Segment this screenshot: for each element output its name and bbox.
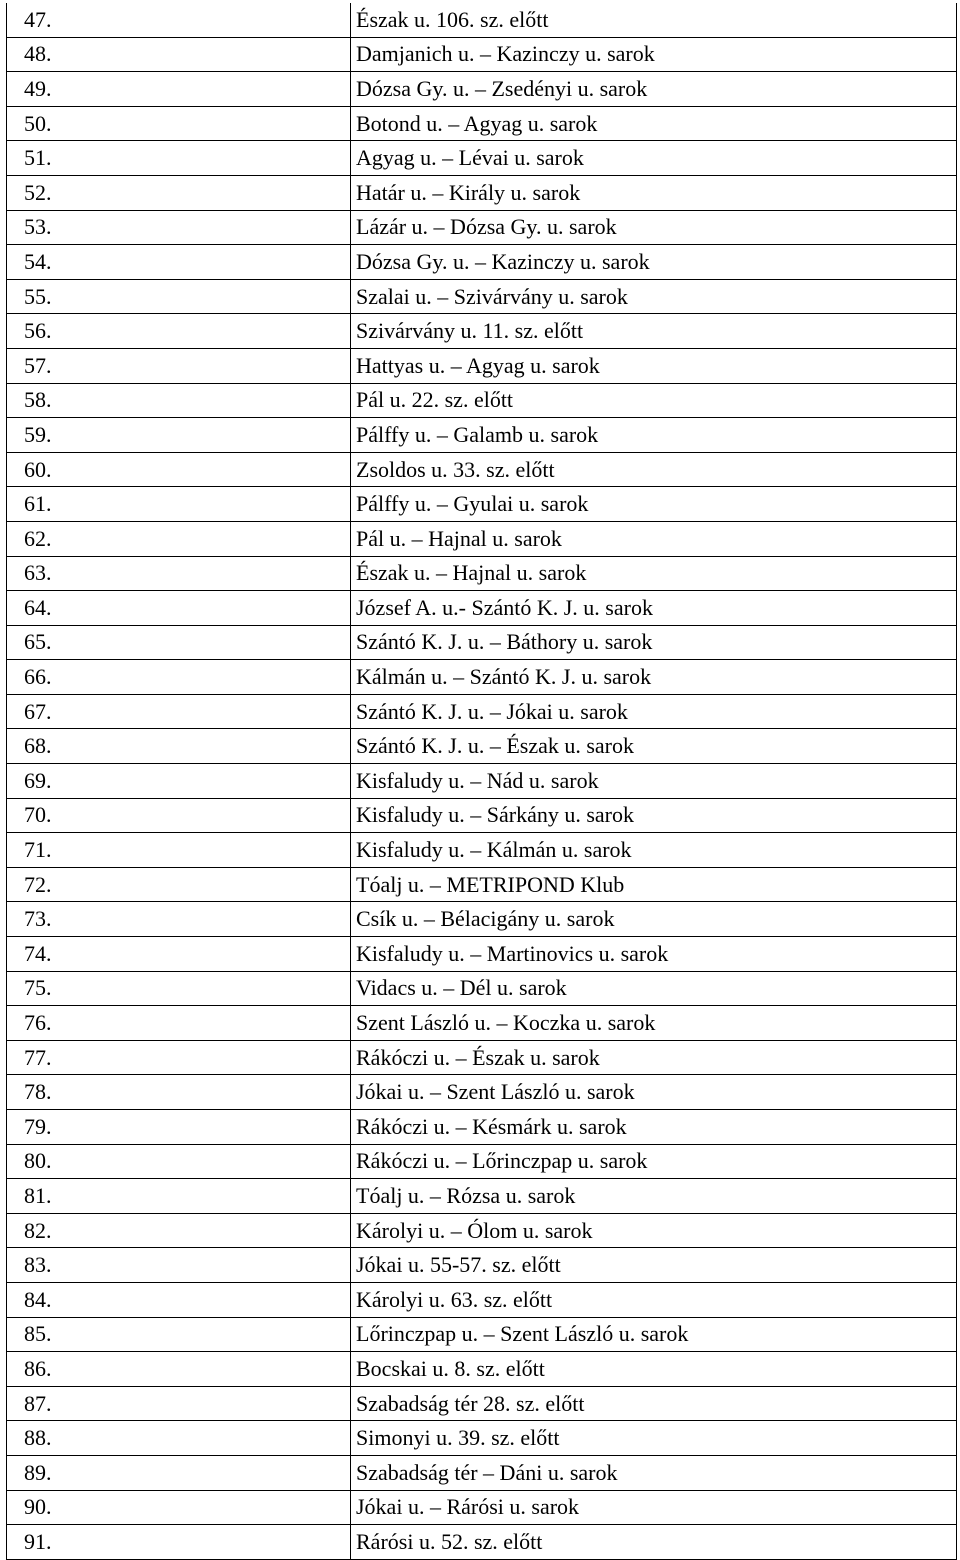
blank-cell bbox=[79, 279, 351, 314]
row-number: 72. bbox=[7, 867, 79, 902]
table-row bbox=[7, 1352, 957, 1387]
row-number: 52. bbox=[7, 175, 79, 210]
row-number: 62. bbox=[7, 521, 79, 556]
blank-cell bbox=[79, 1248, 351, 1283]
row-number: 63. bbox=[7, 556, 79, 591]
location-cell: Szabadság tér 28. sz. előtt bbox=[351, 1386, 957, 1421]
row-number: 91. bbox=[7, 1525, 79, 1560]
location-cell: József A. u.- Szántó K. J. u. sarok bbox=[351, 591, 957, 626]
blank-cell bbox=[79, 314, 351, 349]
blank-cell bbox=[79, 764, 351, 799]
table-row bbox=[7, 625, 957, 660]
row-number: 74. bbox=[7, 937, 79, 972]
table-row bbox=[7, 902, 957, 937]
table-row bbox=[7, 37, 957, 72]
row-number: 80. bbox=[7, 1144, 79, 1179]
table-row bbox=[7, 1006, 957, 1041]
table-row bbox=[7, 1040, 957, 1075]
row-number: 76. bbox=[7, 1006, 79, 1041]
table-row bbox=[7, 660, 957, 695]
blank-cell bbox=[79, 521, 351, 556]
table-row bbox=[7, 314, 957, 349]
location-cell: Szent László u. – Koczka u. sarok bbox=[351, 1006, 957, 1041]
location-cell: Határ u. – Király u. sarok bbox=[351, 175, 957, 210]
blank-cell bbox=[79, 1006, 351, 1041]
location-cell: Jókai u. – Szent László u. sarok bbox=[351, 1075, 957, 1110]
location-cell: Jókai u. 55-57. sz. előtt bbox=[351, 1248, 957, 1283]
table-row bbox=[7, 556, 957, 591]
table-row bbox=[7, 591, 957, 626]
row-number: 87. bbox=[7, 1386, 79, 1421]
location-cell: Damjanich u. – Kazinczy u. sarok bbox=[351, 37, 957, 72]
row-number: 77. bbox=[7, 1040, 79, 1075]
blank-cell bbox=[79, 1144, 351, 1179]
blank-cell bbox=[79, 175, 351, 210]
table-row bbox=[7, 1179, 957, 1214]
blank-cell bbox=[79, 245, 351, 280]
location-cell: Kálmán u. – Szántó K. J. u. sarok bbox=[351, 660, 957, 695]
row-number: 89. bbox=[7, 1455, 79, 1490]
location-cell: Kisfaludy u. – Kálmán u. sarok bbox=[351, 833, 957, 868]
location-cell: Észak u. – Hajnal u. sarok bbox=[351, 556, 957, 591]
table-row bbox=[7, 141, 957, 176]
row-number: 69. bbox=[7, 764, 79, 799]
table-row bbox=[7, 1317, 957, 1352]
blank-cell bbox=[79, 1282, 351, 1317]
blank-cell bbox=[79, 72, 351, 107]
location-cell: Károlyi u. – Ólom u. sarok bbox=[351, 1213, 957, 1248]
table-row bbox=[7, 1386, 957, 1421]
blank-cell bbox=[79, 1179, 351, 1214]
row-number: 90. bbox=[7, 1490, 79, 1525]
table-row bbox=[7, 348, 957, 383]
blank-cell bbox=[79, 487, 351, 522]
row-number: 68. bbox=[7, 729, 79, 764]
blank-cell bbox=[79, 556, 351, 591]
blank-cell bbox=[79, 141, 351, 176]
row-number: 70. bbox=[7, 798, 79, 833]
blank-cell bbox=[79, 729, 351, 764]
location-cell: Hattyas u. – Agyag u. sarok bbox=[351, 348, 957, 383]
location-cell: Simonyi u. 39. sz. előtt bbox=[351, 1421, 957, 1456]
row-number: 47. bbox=[7, 3, 79, 37]
location-cell: Botond u. – Agyag u. sarok bbox=[351, 106, 957, 141]
row-number: 57. bbox=[7, 348, 79, 383]
row-number: 50. bbox=[7, 106, 79, 141]
location-cell: Kisfaludy u. – Martinovics u. sarok bbox=[351, 937, 957, 972]
blank-cell bbox=[79, 210, 351, 245]
row-number: 54. bbox=[7, 245, 79, 280]
row-number: 53. bbox=[7, 210, 79, 245]
table-row bbox=[7, 694, 957, 729]
table-row bbox=[7, 210, 957, 245]
row-number: 56. bbox=[7, 314, 79, 349]
blank-cell bbox=[79, 348, 351, 383]
row-number: 48. bbox=[7, 37, 79, 72]
row-number: 79. bbox=[7, 1110, 79, 1145]
blank-cell bbox=[79, 1386, 351, 1421]
location-cell: Zsoldos u. 33. sz. előtt bbox=[351, 452, 957, 487]
blank-cell bbox=[79, 1455, 351, 1490]
table-row bbox=[7, 1075, 957, 1110]
blank-cell bbox=[79, 867, 351, 902]
table-row bbox=[7, 1144, 957, 1179]
blank-cell bbox=[79, 625, 351, 660]
table-row bbox=[7, 971, 957, 1006]
row-number: 71. bbox=[7, 833, 79, 868]
blank-cell bbox=[79, 798, 351, 833]
row-number: 55. bbox=[7, 279, 79, 314]
location-cell: Szabadság tér – Dáni u. sarok bbox=[351, 1455, 957, 1490]
blank-cell bbox=[79, 1421, 351, 1456]
table-row bbox=[7, 106, 957, 141]
location-cell: Szántó K. J. u. – Báthory u. sarok bbox=[351, 625, 957, 660]
location-cell: Tóalj u. – Rózsa u. sarok bbox=[351, 1179, 957, 1214]
location-cell: Károlyi u. 63. sz. előtt bbox=[351, 1282, 957, 1317]
blank-cell bbox=[79, 971, 351, 1006]
blank-cell bbox=[79, 1490, 351, 1525]
row-number: 85. bbox=[7, 1317, 79, 1352]
row-number: 88. bbox=[7, 1421, 79, 1456]
location-table-body bbox=[7, 3, 957, 1559]
table-row bbox=[7, 1525, 957, 1560]
blank-cell bbox=[79, 3, 351, 37]
row-number: 83. bbox=[7, 1248, 79, 1283]
blank-cell bbox=[79, 1213, 351, 1248]
location-cell: Rákóczi u. – Késmárk u. sarok bbox=[351, 1110, 957, 1145]
row-number: 67. bbox=[7, 694, 79, 729]
row-number: 73. bbox=[7, 902, 79, 937]
location-cell: Szántó K. J. u. – Jókai u. sarok bbox=[351, 694, 957, 729]
blank-cell bbox=[79, 106, 351, 141]
location-table bbox=[6, 3, 957, 1560]
blank-cell bbox=[79, 1040, 351, 1075]
location-cell: Dózsa Gy. u. – Zsedényi u. sarok bbox=[351, 72, 957, 107]
location-cell: Pál u. – Hajnal u. sarok bbox=[351, 521, 957, 556]
table-row bbox=[7, 487, 957, 522]
blank-cell bbox=[79, 1352, 351, 1387]
table-row bbox=[7, 175, 957, 210]
row-number: 51. bbox=[7, 141, 79, 176]
table-row bbox=[7, 418, 957, 453]
location-cell: Agyag u. – Lévai u. sarok bbox=[351, 141, 957, 176]
blank-cell bbox=[79, 1075, 351, 1110]
table-row bbox=[7, 521, 957, 556]
table-row bbox=[7, 867, 957, 902]
row-number: 65. bbox=[7, 625, 79, 660]
table-row bbox=[7, 245, 957, 280]
table-row bbox=[7, 279, 957, 314]
location-cell: Csík u. – Bélacigány u. sarok bbox=[351, 902, 957, 937]
table-row bbox=[7, 1455, 957, 1490]
table-row bbox=[7, 72, 957, 107]
row-number: 61. bbox=[7, 487, 79, 522]
row-number: 60. bbox=[7, 452, 79, 487]
table-row bbox=[7, 1110, 957, 1145]
table-row bbox=[7, 1213, 957, 1248]
location-cell: Szivárvány u. 11. sz. előtt bbox=[351, 314, 957, 349]
location-cell: Kisfaludy u. – Sárkány u. sarok bbox=[351, 798, 957, 833]
table-row bbox=[7, 764, 957, 799]
row-number: 66. bbox=[7, 660, 79, 695]
row-number: 49. bbox=[7, 72, 79, 107]
location-cell: Dózsa Gy. u. – Kazinczy u. sarok bbox=[351, 245, 957, 280]
blank-cell bbox=[79, 1317, 351, 1352]
table-row bbox=[7, 452, 957, 487]
row-number: 84. bbox=[7, 1282, 79, 1317]
blank-cell bbox=[79, 383, 351, 418]
row-number: 82. bbox=[7, 1213, 79, 1248]
row-number: 64. bbox=[7, 591, 79, 626]
row-number: 59. bbox=[7, 418, 79, 453]
location-cell: Tóalj u. – METRIPOND Klub bbox=[351, 867, 957, 902]
blank-cell bbox=[79, 902, 351, 937]
location-cell: Lőrinczpap u. – Szent László u. sarok bbox=[351, 1317, 957, 1352]
location-cell: Rákóczi u. – Észak u. sarok bbox=[351, 1040, 957, 1075]
location-cell: Bocskai u. 8. sz. előtt bbox=[351, 1352, 957, 1387]
location-cell: Szántó K. J. u. – Észak u. sarok bbox=[351, 729, 957, 764]
row-number: 78. bbox=[7, 1075, 79, 1110]
table-row bbox=[7, 3, 957, 37]
table-row bbox=[7, 1248, 957, 1283]
table-row bbox=[7, 1421, 957, 1456]
location-cell: Rákóczi u. – Lőrinczpap u. sarok bbox=[351, 1144, 957, 1179]
blank-cell bbox=[79, 1110, 351, 1145]
blank-cell bbox=[79, 1525, 351, 1560]
location-cell: Szalai u. – Szivárvány u. sarok bbox=[351, 279, 957, 314]
location-cell: Pálffy u. – Gyulai u. sarok bbox=[351, 487, 957, 522]
location-cell: Észak u. 106. sz. előtt bbox=[351, 3, 957, 37]
table-row bbox=[7, 833, 957, 868]
blank-cell bbox=[79, 452, 351, 487]
location-cell: Lázár u. – Dózsa Gy. u. sarok bbox=[351, 210, 957, 245]
table-row bbox=[7, 383, 957, 418]
blank-cell bbox=[79, 694, 351, 729]
table-row bbox=[7, 798, 957, 833]
table-row bbox=[7, 937, 957, 972]
location-cell: Vidacs u. – Dél u. sarok bbox=[351, 971, 957, 1006]
table-row bbox=[7, 1282, 957, 1317]
row-number: 86. bbox=[7, 1352, 79, 1387]
table-row bbox=[7, 729, 957, 764]
location-cell: Rárósi u. 52. sz. előtt bbox=[351, 1525, 957, 1560]
blank-cell bbox=[79, 937, 351, 972]
location-cell: Jókai u. – Rárósi u. sarok bbox=[351, 1490, 957, 1525]
location-cell: Kisfaludy u. – Nád u. sarok bbox=[351, 764, 957, 799]
row-number: 75. bbox=[7, 971, 79, 1006]
blank-cell bbox=[79, 37, 351, 72]
blank-cell bbox=[79, 660, 351, 695]
blank-cell bbox=[79, 418, 351, 453]
location-cell: Pálffy u. – Galamb u. sarok bbox=[351, 418, 957, 453]
blank-cell bbox=[79, 591, 351, 626]
row-number: 58. bbox=[7, 383, 79, 418]
row-number: 81. bbox=[7, 1179, 79, 1214]
table-row bbox=[7, 1490, 957, 1525]
location-cell: Pál u. 22. sz. előtt bbox=[351, 383, 957, 418]
blank-cell bbox=[79, 833, 351, 868]
